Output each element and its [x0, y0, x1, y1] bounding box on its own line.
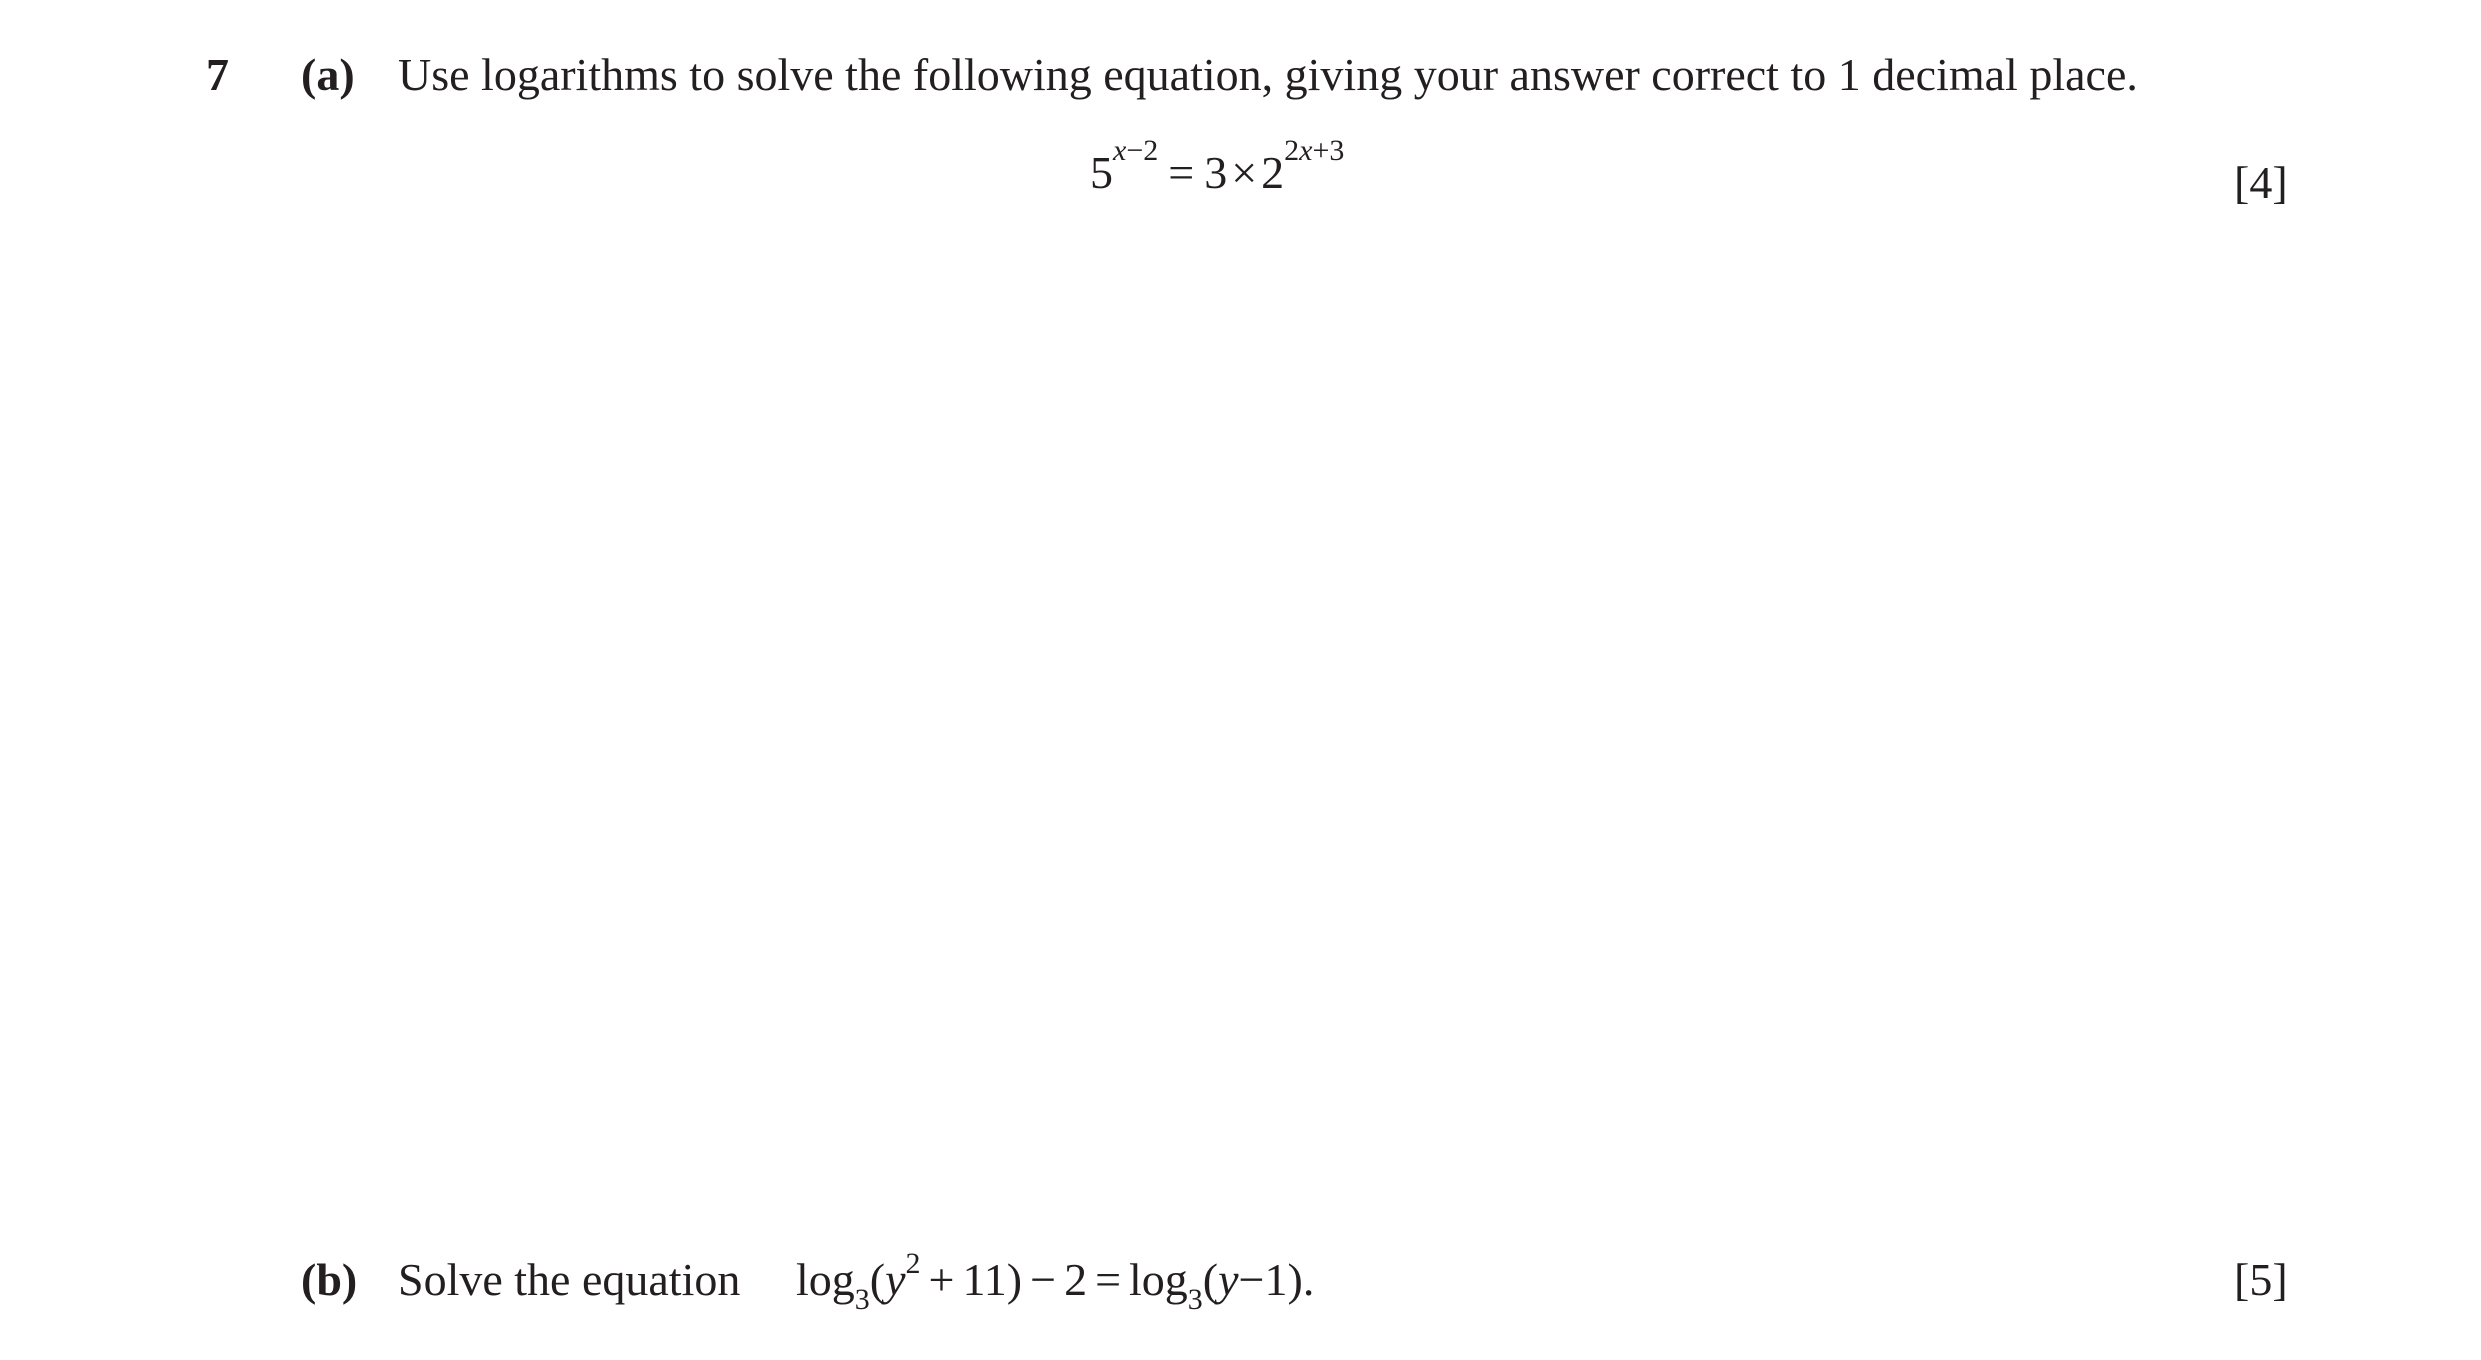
times-sign: × [1231, 147, 1258, 198]
minus-sign: − [1030, 1254, 1057, 1305]
coefficient: 3 [1204, 147, 1228, 198]
part-a-label: (a) [301, 49, 355, 100]
open-paren-2: ( [1202, 1254, 1219, 1305]
const-1: 1). [1264, 1254, 1315, 1305]
rhs-exponent [1284, 134, 1344, 167]
const-11: 11) [962, 1254, 1023, 1305]
var-y-2: y [1218, 1254, 1239, 1305]
part-a-instruction: Use logarithms to solve the following equation, giving your answer correct to 1 decimal place. [398, 49, 2138, 100]
lhs-base: 5 [1090, 147, 1113, 198]
plus-sign: + [928, 1254, 955, 1305]
lhs-exp-var: x [1113, 134, 1127, 167]
part-b-marks: [5] [2234, 1254, 2288, 1305]
question-number: 7 [206, 49, 229, 100]
rhs-exp-var: x [1299, 134, 1313, 167]
log-base-1: 3 [854, 1283, 870, 1316]
equals-sign-b: = [1095, 1254, 1122, 1305]
open-paren-1: ( [869, 1254, 886, 1305]
lhs-exponent [1113, 134, 1158, 167]
var-y-1: y [885, 1254, 906, 1305]
log-1: log [796, 1254, 855, 1305]
part-a-marks: [4] [2234, 157, 2288, 208]
part-a-equation [1090, 134, 1345, 198]
part-b-instruction: Solve the equation [398, 1254, 741, 1305]
log-base-2: 3 [1187, 1283, 1203, 1316]
rhs-base: 2 [1261, 147, 1285, 198]
rhs-exp-num: 2 [1284, 134, 1300, 167]
equals-sign: = [1168, 147, 1195, 198]
log-2: log [1129, 1254, 1188, 1305]
power-2: 2 [905, 1247, 921, 1280]
part-b-equation [796, 1247, 1315, 1316]
rhs-exp-rest: +3 [1312, 134, 1345, 167]
minus-sign-2: − [1238, 1254, 1265, 1305]
const-2: 2 [1064, 1254, 1088, 1305]
lhs-exp-rest: −2 [1126, 134, 1159, 167]
part-b-label: (b) [301, 1254, 358, 1305]
